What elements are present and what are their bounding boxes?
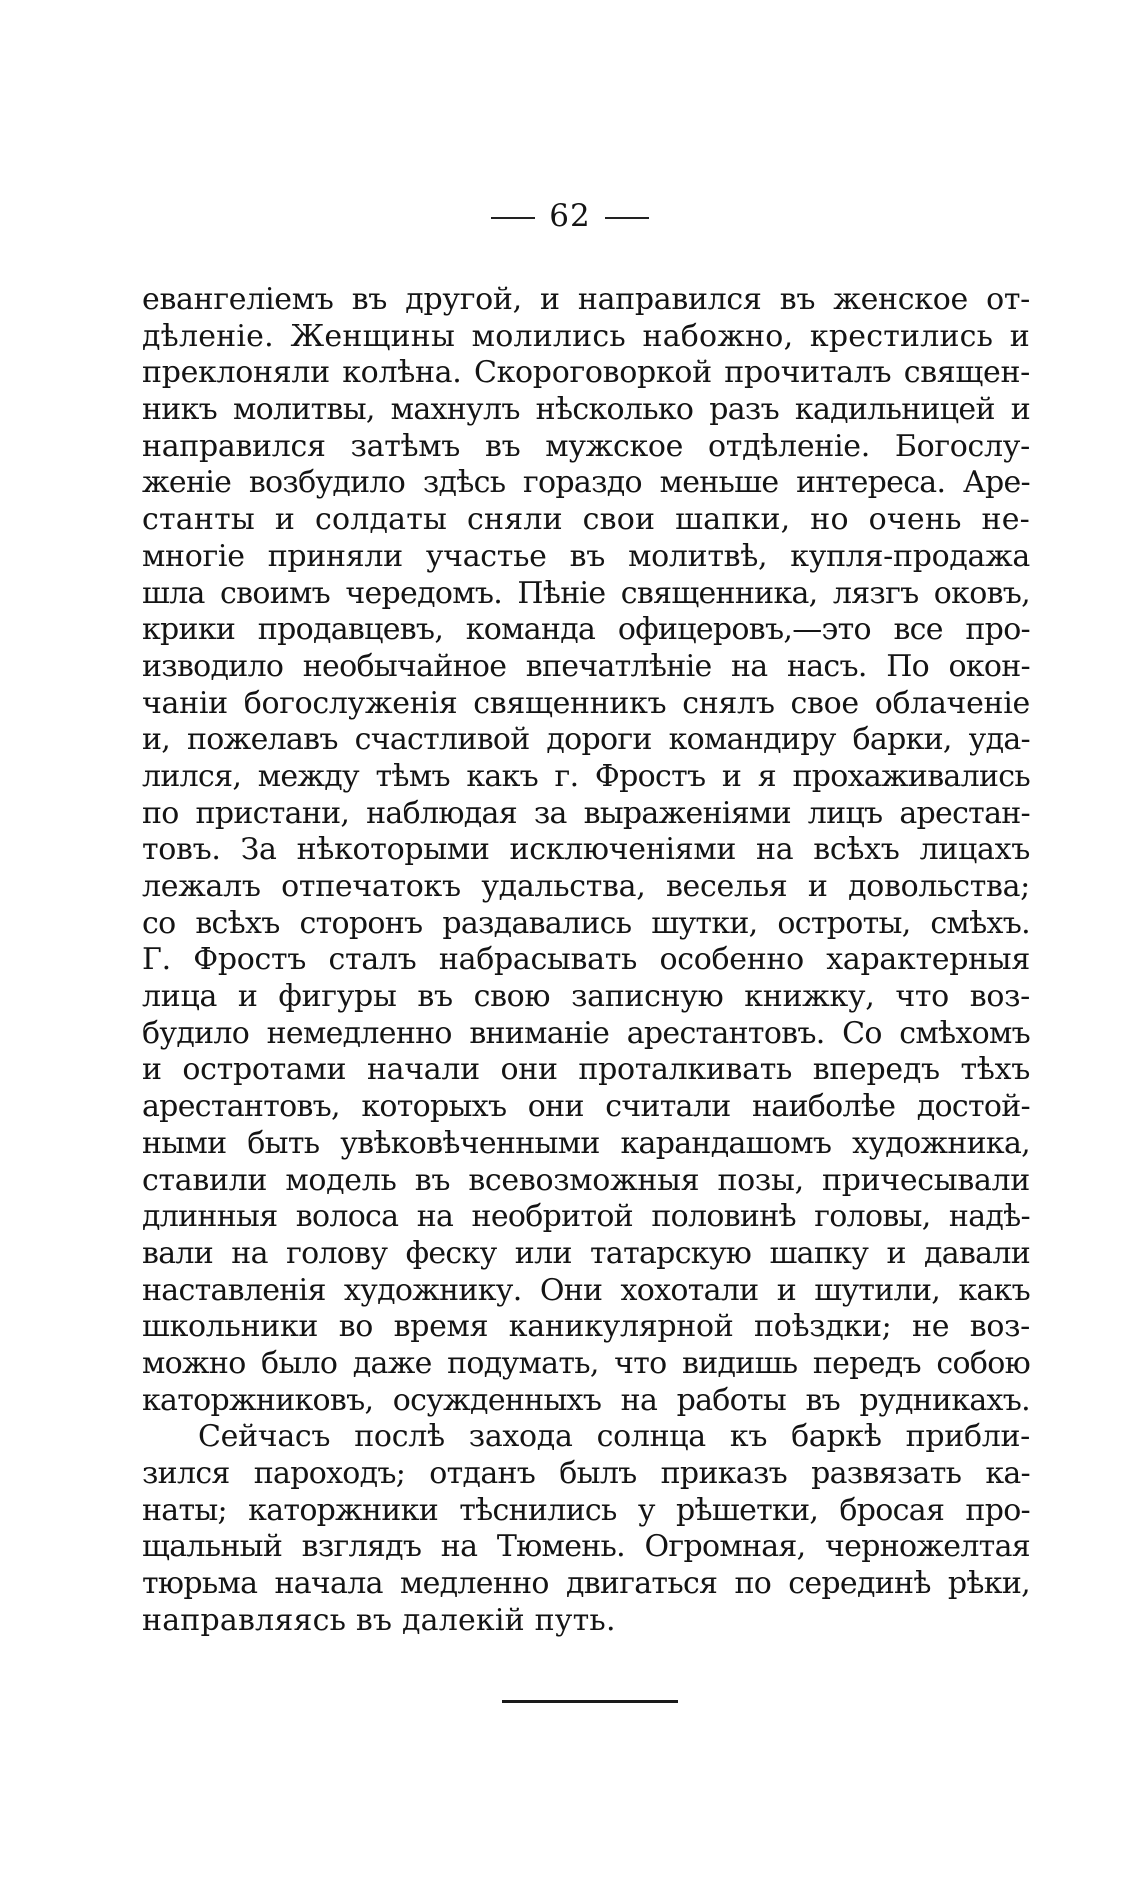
page-number: 62	[549, 198, 591, 234]
text-line: арестантовъ, которыхъ они считали наиболѣе достой-	[142, 1089, 1030, 1125]
text-line: изводило необычайное впечатлѣніе на насъ. По окон-	[142, 648, 1030, 684]
text-line: ставили модель въ всевозможныя позы, причесывали	[142, 1162, 1030, 1198]
text-line: многіе приняли участье въ молитвѣ, купля-продажа	[142, 538, 1030, 574]
text-line: и остротами начали они проталкивать впередъ тѣхъ	[142, 1052, 1030, 1088]
text-line: со всѣхъ сторонъ раздавались шутки, остроты, смѣхъ.	[142, 905, 1030, 941]
text-line: направляясь въ далекій путь.	[142, 1602, 616, 1638]
text-line: по пристани, наблюдая за выраженіями лицъ арестан-	[142, 795, 1030, 831]
text-line: лица и фигуры въ свою записную книжку, что воз-	[142, 979, 1030, 1015]
text-line: зился пароходъ; отданъ былъ приказъ развязать ка-	[142, 1456, 1030, 1491]
text-line: крики продавцевъ, команда офицеровъ,—это все про-	[142, 612, 1030, 648]
header-dash-right	[605, 217, 649, 219]
text-line: товъ. За нѣкоторыми исключеніями на всѣхъ лицахъ	[142, 832, 1030, 868]
text-line: преклоняли колѣна. Скороговоркой прочиталъ священ-	[142, 355, 1030, 391]
text-line: можно было даже подумать, что видишь передъ собою	[142, 1345, 1030, 1381]
text-line: будило немедленно вниманіе арестантовъ. Со смѣхомъ	[142, 1015, 1030, 1051]
text-line: тюрьма начала медленно двигаться по серединѣ рѣки,	[142, 1566, 1030, 1602]
body-text	[142, 282, 1030, 1639]
text-line: школьники во время каникулярной поѣздки; не воз-	[142, 1309, 1030, 1345]
text-line: лежалъ отпечатокъ удальства, веселья и довольства;	[142, 869, 1030, 904]
text-line: и, пожелавъ счастливой дороги командиру барки, уда-	[142, 722, 1030, 758]
text-line: лился, между тѣмъ какъ г. Фростъ и я прохаживались	[142, 758, 1030, 794]
page-number-header	[0, 196, 1140, 236]
text-line: чаніи богослуженія священникъ снялъ свое облаченіе	[142, 685, 1030, 721]
text-line: длинныя волоса на необритой половинѣ головы, надѣ-	[142, 1199, 1030, 1235]
text-line: наты; каторжники тѣснились у рѣшетки, бросая про-	[142, 1492, 1030, 1528]
text-line: никъ молитвы, махнулъ нѣсколько разъ кадильницей и	[142, 392, 1030, 428]
text-line: щальный взглядъ на Тюмень. Огромная, черножелтая	[142, 1529, 1030, 1565]
text-line: каторжниковъ, осужденныхъ на работы въ рудникахъ.	[142, 1382, 1030, 1418]
end-of-chapter-rule	[502, 1700, 678, 1703]
text-line: направился затѣмъ въ мужское отдѣленіе. Богослу-	[142, 428, 1030, 464]
text-line: наставленія художнику. Они хохотали и шутили, какъ	[142, 1272, 1030, 1308]
text-line: дѣленіе. Женщины молились набожно, крестились и	[142, 318, 1030, 354]
text-line: ными быть увѣковѣченными карандашомъ художника,	[142, 1125, 1030, 1161]
text-line: шла своимъ чередомъ. Пѣніе священника, лязгъ оковъ,	[142, 575, 1030, 611]
text-line: станты и солдаты сняли свои шапки, но очень не-	[142, 502, 1030, 538]
text-line: женіе возбудило здѣсь гораздо меньше интереса. Аре-	[142, 465, 1030, 501]
text-line: евангеліемъ въ другой, и направился въ женское от-	[142, 282, 1030, 317]
text-line: вали на голову феску или татарскую шапку и давали	[142, 1235, 1030, 1271]
text-line: Г. Фростъ сталъ набрасывать особенно характерныя	[142, 942, 1030, 978]
text-line: Сейчасъ послѣ захода солнца къ баркѣ прибли-	[198, 1419, 1030, 1455]
header-dash-left	[491, 217, 535, 219]
